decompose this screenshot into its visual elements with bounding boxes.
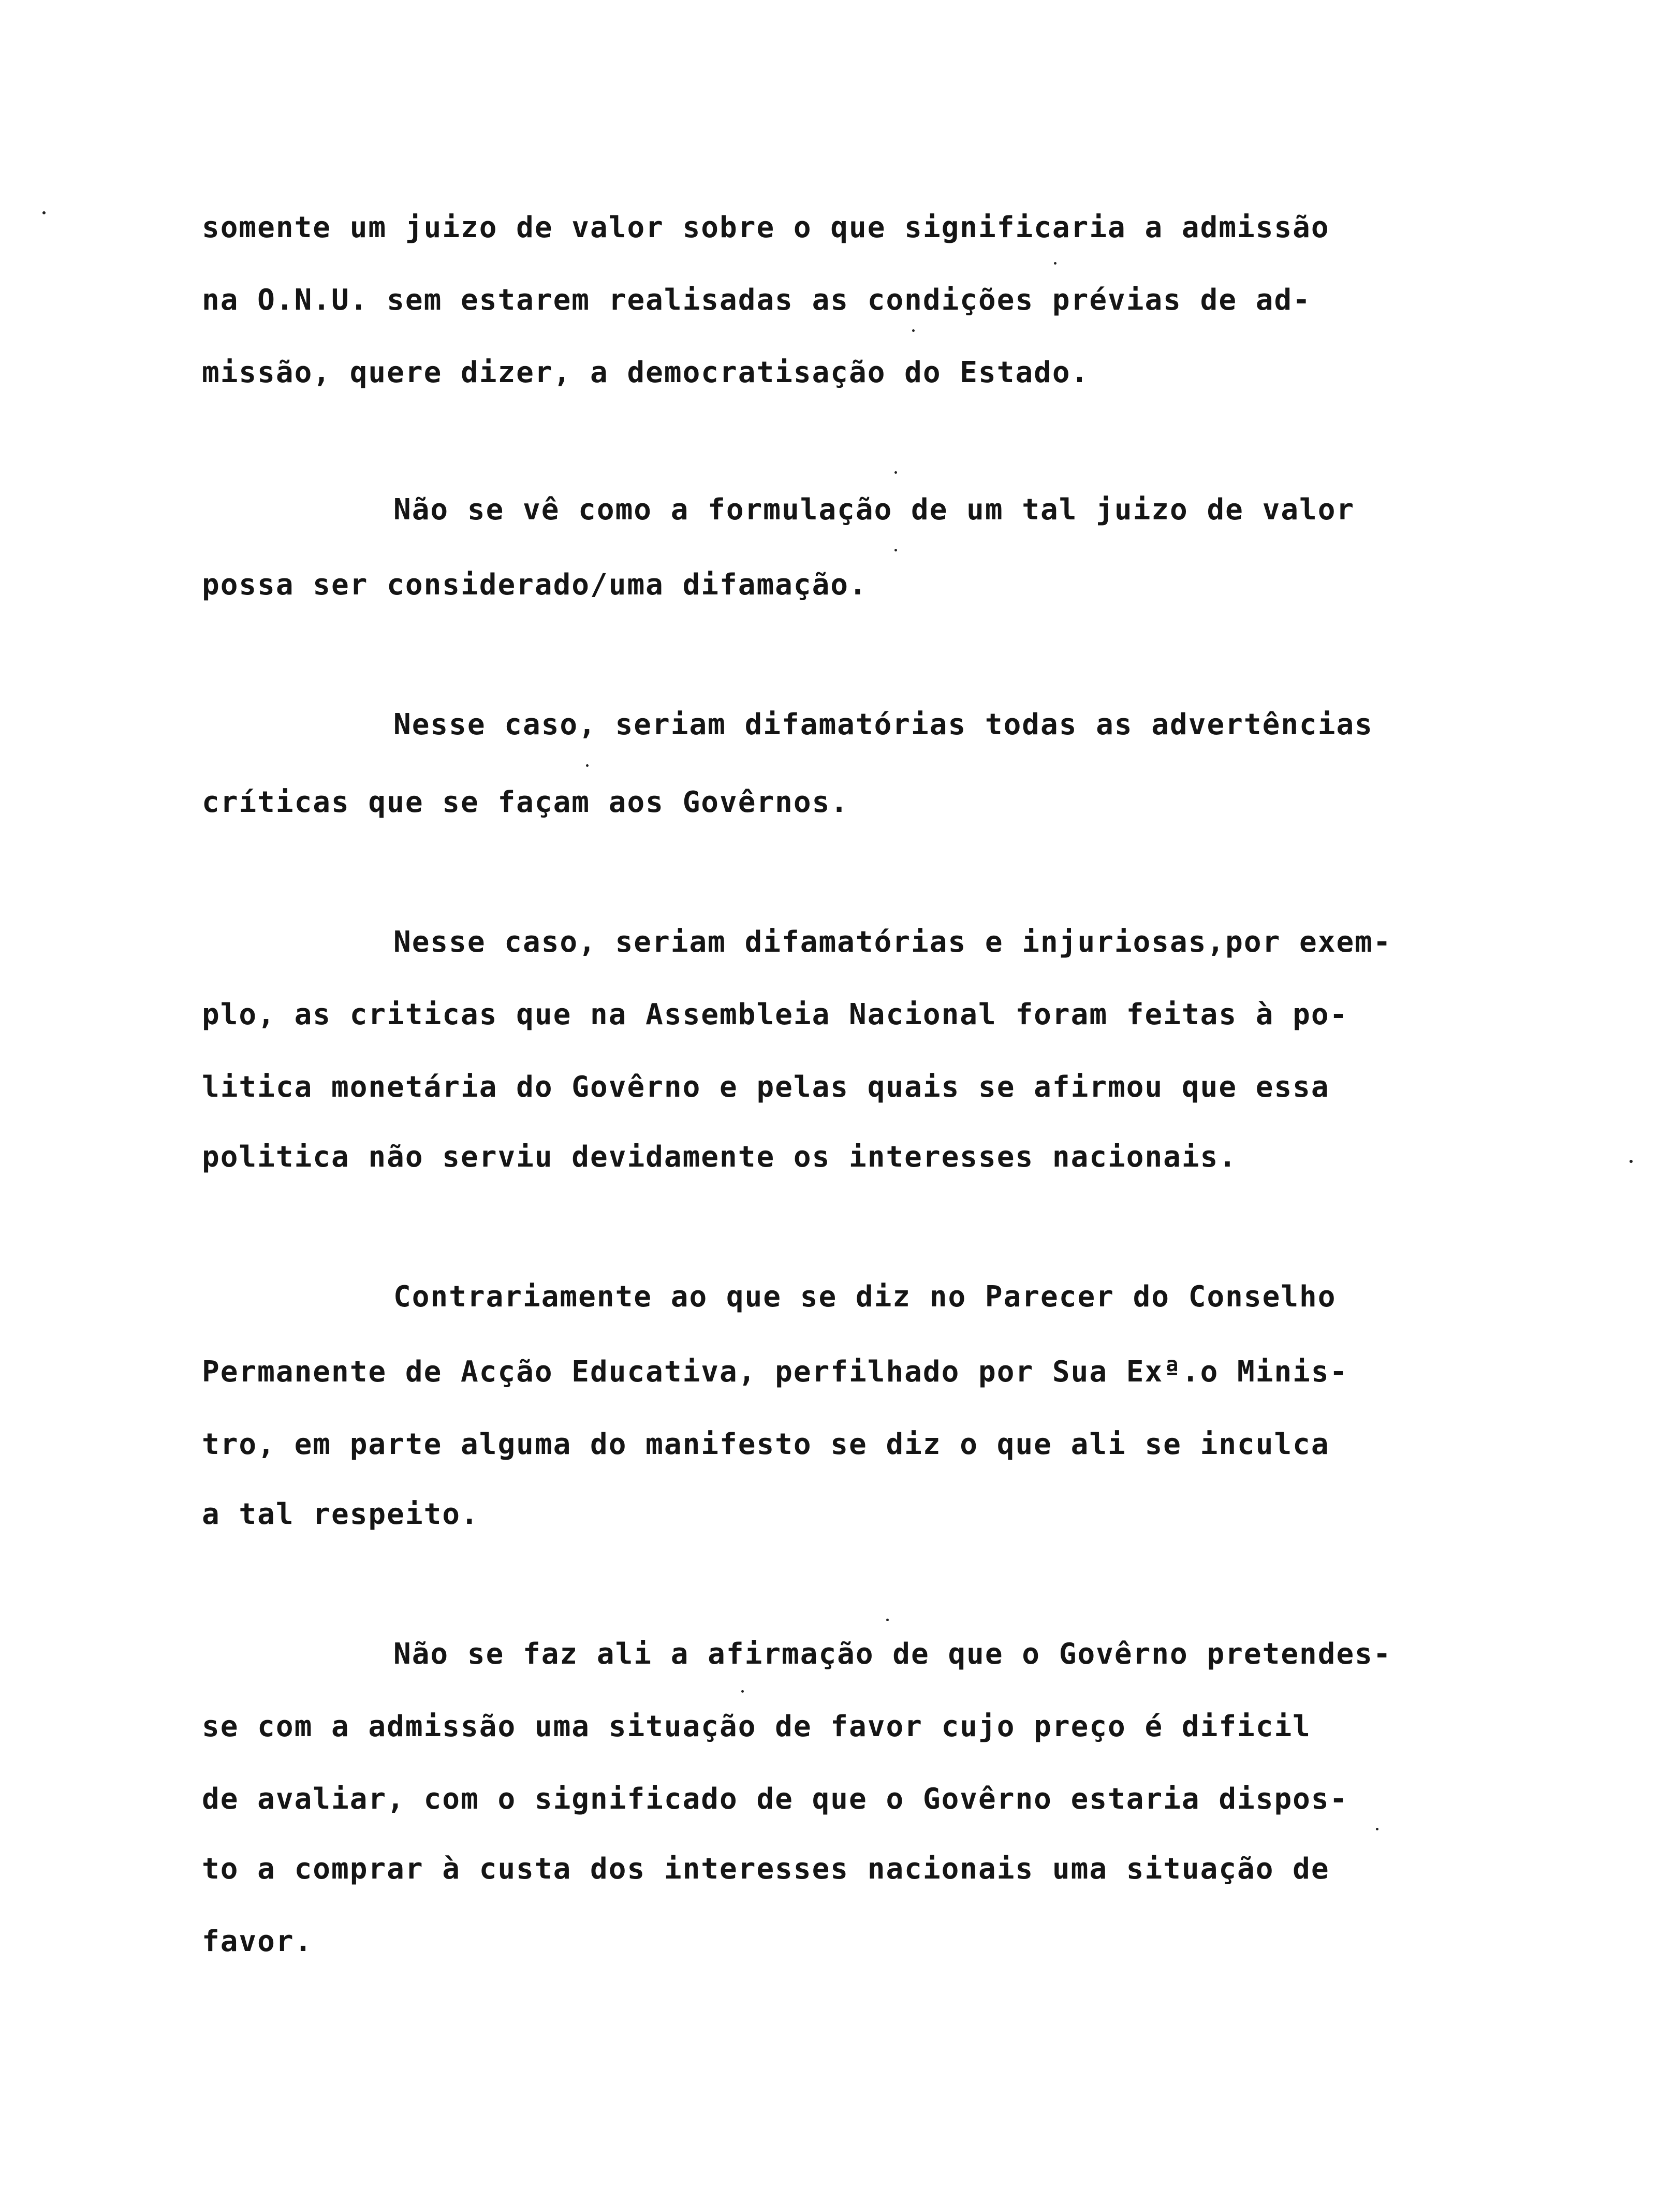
scan-speck: [886, 1619, 889, 1621]
scan-speck: [894, 471, 897, 474]
paragraph-6-line-2: se com a admissão uma situação de favor cujo preço é dificil: [202, 1710, 1311, 1743]
paragraph-1-line-1: somente um juizo de valor sobre o que significaria a admissão: [202, 211, 1330, 244]
paragraph-2-line-1: Não se vê como a formulação de um tal juizo de valor: [393, 493, 1355, 527]
paragraph-5-line-2: Permanente de Acção Educativa, perfilhado por Sua Exª.o Minis-: [202, 1355, 1348, 1389]
paragraph-4-line-4: politica não serviu devidamente os interesses nacionais.: [202, 1140, 1238, 1174]
scan-speck: [894, 549, 897, 551]
paragraph-3-line-2: críticas que se façam aos Govêrnos.: [202, 785, 849, 819]
paragraph-2-line-2: possa ser considerado/uma difamação.: [202, 568, 868, 602]
paragraph-1-line-2: na O.N.U. sem estarem realisadas as condições prévias de ad-: [202, 283, 1311, 317]
paragraph-4-line-1: Nesse caso, seriam difamatórias e injuriosas,por exem-: [393, 925, 1392, 959]
paragraph-6-line-4: to a comprar à custa dos interesses nacionais uma situação de: [202, 1852, 1330, 1886]
paragraph-5-line-3: tro, em parte alguma do manifesto se diz o que ali se inculca: [202, 1428, 1330, 1461]
paragraph-6-line-5: favor.: [202, 1925, 313, 1958]
paragraph-3-line-1: Nesse caso, seriam difamatórias todas as advertências: [393, 708, 1373, 741]
scan-speck: [1376, 1828, 1378, 1830]
paragraph-6-line-3: de avaliar, com o significado de que o Govêrno estaria dispos-: [202, 1782, 1348, 1816]
paragraph-4-line-2: plo, as criticas que na Assembleia Nacional foram feitas à po-: [202, 998, 1348, 1031]
paragraph-5-line-1: Contrariamente ao que se diz no Parecer do Conselho: [393, 1280, 1337, 1314]
paragraph-6-line-1: Não se faz ali a afirmação de que o Govêrno pretendes-: [393, 1637, 1392, 1671]
scan-speck: [42, 211, 46, 214]
scan-speck: [1630, 1160, 1633, 1163]
scan-speck: [912, 329, 915, 332]
scan-speck: [586, 764, 589, 767]
paragraph-1-line-3: missão, quere dizer, a democratisação do Estado.: [202, 356, 1090, 389]
scan-speck: [1054, 262, 1056, 265]
paragraph-4-line-3: litica monetária do Govêrno e pelas quais se afirmou que essa: [202, 1070, 1330, 1104]
paragraph-5-line-4: a tal respeito.: [202, 1497, 479, 1531]
scan-speck: [741, 1690, 744, 1693]
